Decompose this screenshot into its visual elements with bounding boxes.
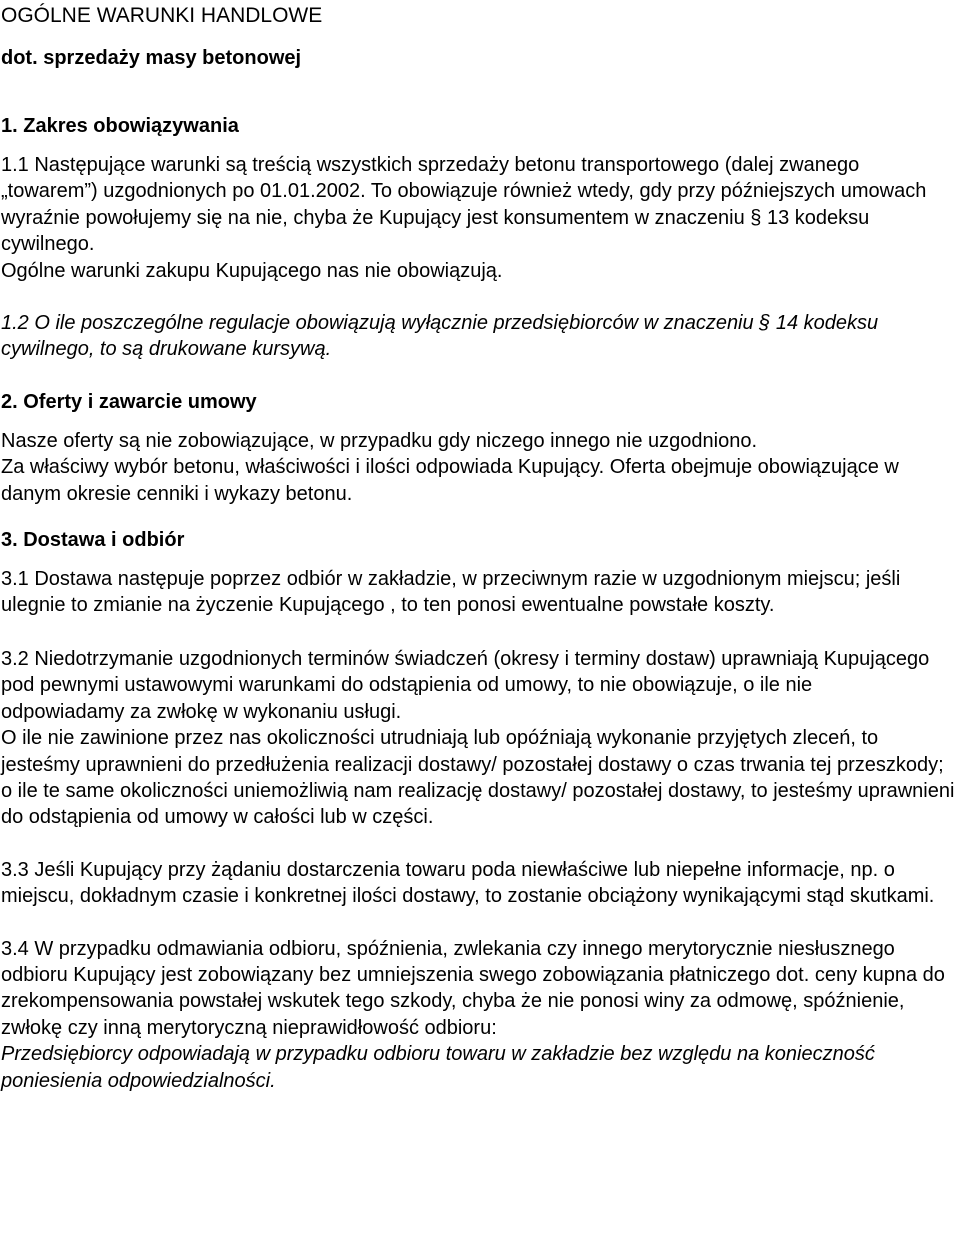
paragraph-3-2-a: 3.2 Niedotrzymanie uzgodnionych terminów świadczeń (okresy i terminy dostaw) uprawniają Kupującego pod pewnymi ustawowymi warunkami do odstąpienia od umowy, to nie obowiązuje, o ile nie odpowiadamy za zwłokę w wykonaniu usługi. [1,647,930,723]
paragraph-2-2: Za właściwy wybór betonu, właściwości i ilości odpowiada Kupujący. Oferta obejmuje obowiązujące w danym okresie cenniki i wykazy betonu. [1,456,899,505]
document-subtitle: dot. sprzedaży masy betonowej [1,47,302,69]
paragraph-1-2: 1.2 O ile poszczególne regulacje obowiązują wyłącznie przedsiębiorców w znaczeniu § 14 kodeksu cywilnego, to są drukowane kursywą. [1,312,879,361]
paragraph-3-4-italic: Przedsiębiorcy odpowiadają w przypadku odbioru towaru w zakładzie bez względu na konieczność poniesienia odpowiedzialności. [1,1043,875,1092]
section-1-heading: 1. Zakres obowiązywania [1,115,239,137]
paragraph-1-1-b: Ogólne warunki zakupu Kupującego nas nie obowiązują. [1,259,503,282]
paragraph-3-1: 3.1 Dostawa następuje poprzez odbiór w zakładzie, w przeciwnym razie w uzgodnionym miejscu; jeśli ulegnie to zmianie na życzenie Kupującego , to ten ponosi ewentualne powstałe koszty. [1,568,901,617]
section-2-heading: 2. Oferty i zawarcie umowy [1,390,257,413]
document-title: OGÓLNE WARUNKI HANDLOWE [1,4,323,27]
section-3-heading: 3. Dostawa i odbiór [1,529,185,552]
paragraph-1-1: 1.1 Następujące warunki są treścią wszystkich sprzedaży betonu transportowego (dalej zwanego „towarem”) uzgodnionych po 01.01.2002. To obowiązuje również wtedy, gdy przy późniejszych umowach wyraźnie powołujemy się na nie, chyba że Kupujący jest konsumentem w znaczeniu § 13 kodeksu cywilnego. [1,154,927,256]
document-page [1,0,953,1094]
paragraph-3-3: 3.3 Jeśli Kupujący przy żądaniu dostarczenia towaru poda niewłaściwe lub niepełne informacje, np. o miejscu, dokładnym czasie i konkretnej ilości dostawy, to zostanie obciążony wynikającymi stąd skutkami. [1,858,935,908]
paragraph-3-2-b: O ile nie zawinione przez nas okoliczności utrudniają lub opóźniają wykonanie przyjętych zleceń, to jesteśmy uprawnieni do przedłużenia realizacji dostawy/ pozostałej dostawy o czas trwania tej przeszkody; o ile te same okoliczności uniemożliwią nam realizację dostawy/ pozostałej dostawy, to jesteśmy uprawnieni do odstąpienia od umowy w całości lub w części. [1,727,955,829]
paragraph-3-4: 3.4 W przypadku odmawiania odbioru, spóźnienia, zwlekania czy innego merytorycznie niesłusznego odbioru Kupujący jest zobowiązany bez umniejszenia swego zobowiązania płatniczego dot. ceny kupna do zrekompensowania powstałej wskutek tego szkody, chyba że nie ponosi winy za odmowę, spóźnienie, zwłokę czy inną merytoryczną nieprawidłowość odbioru: [1,937,945,1039]
paragraph-2-1: Nasze oferty są nie zobowiązujące, w przypadku gdy niczego innego nie uzgodniono. [1,429,758,452]
